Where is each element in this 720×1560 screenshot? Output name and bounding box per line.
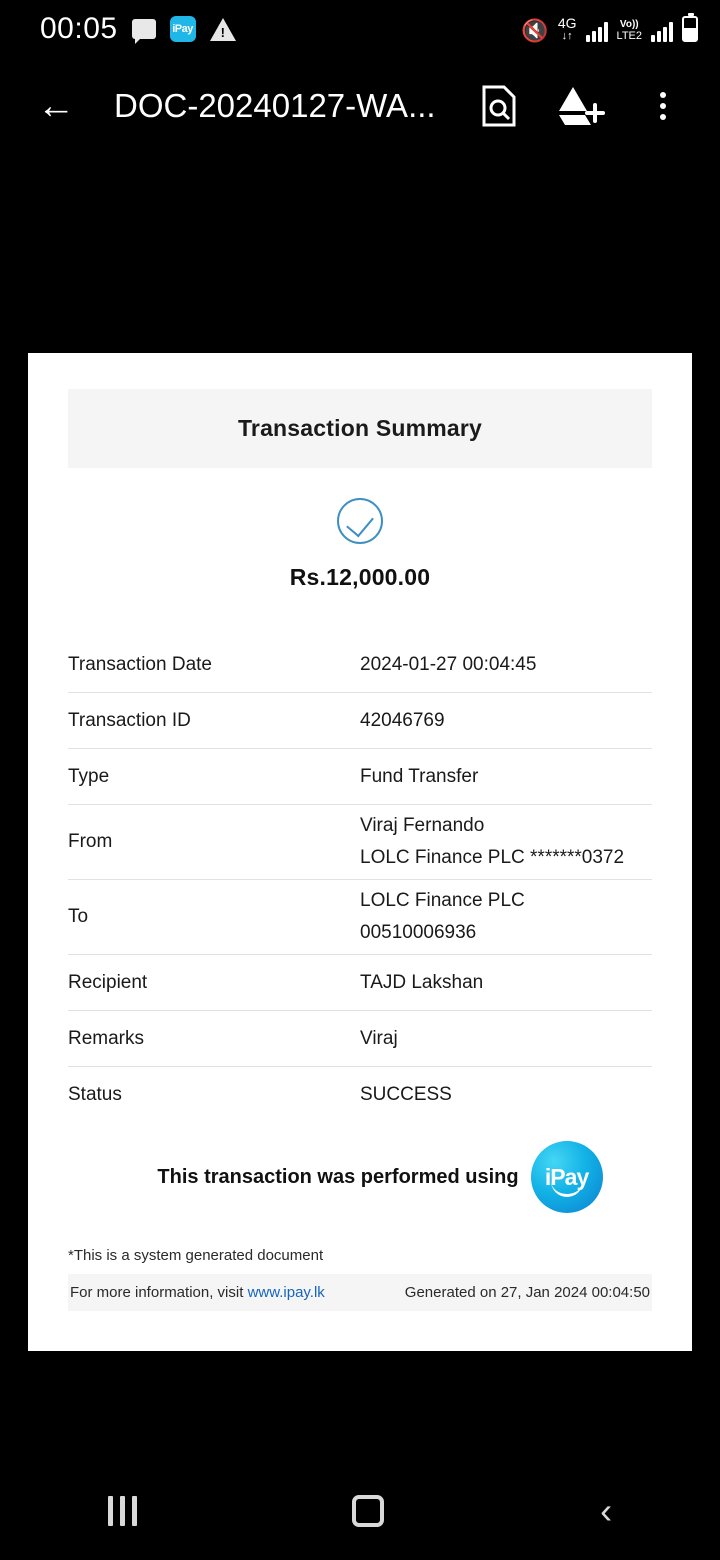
nav-back-icon[interactable]: ‹ [600, 1490, 613, 1531]
row-value-line1: Viraj Fernando [360, 815, 485, 836]
row-label: From [68, 831, 113, 852]
navigation-bar [0, 1462, 720, 1560]
row-label: Type [68, 765, 110, 787]
status-clock: 00:05 [40, 12, 118, 45]
footer-info [70, 1284, 325, 1301]
mute-icon: 🔇 [521, 18, 549, 44]
row-value [360, 815, 652, 869]
row-value [360, 766, 652, 788]
status-badge [360, 1084, 652, 1106]
table-row [68, 955, 652, 1011]
battery-icon [682, 16, 698, 42]
performed-using [68, 1141, 652, 1213]
row-value [360, 890, 652, 944]
footer-prefix: For more information, visit [70, 1284, 244, 1301]
row-value-line2: LOLC Finance PLC *******0372 [360, 847, 625, 868]
back-button[interactable]: ← [37, 85, 75, 127]
ipay-logo-icon: iPay [531, 1141, 603, 1213]
drive-add-icon[interactable] [550, 75, 612, 137]
data-arrows-icon: ↓↑ [561, 29, 573, 42]
row-value-line1: 2024-01-27 00:04:45 [360, 653, 537, 675]
document-footer [68, 1274, 652, 1311]
row-label: Status [68, 1084, 122, 1105]
footer-generated: Generated on 27, Jan 2024 00:04:50 [404, 1284, 650, 1301]
recent-apps-icon[interactable] [108, 1496, 137, 1526]
warning-icon [210, 18, 236, 41]
page-title: DOC-20240127-WA... [114, 87, 436, 124]
ipay-icon: iPay [170, 16, 196, 42]
row-value-line2: 00510006936 [360, 922, 477, 943]
success-check-icon [68, 498, 652, 544]
volte-icon: Vo)) [619, 19, 639, 31]
status-bar-right [521, 16, 698, 42]
ipay-website-link[interactable]: www.ipay.lk [247, 1284, 325, 1301]
table-row [68, 880, 652, 955]
status-bar [0, 0, 720, 58]
performed-text: This transaction was performed using [157, 1165, 519, 1188]
row-label: Transaction Date [68, 653, 212, 675]
chat-icon [132, 19, 156, 39]
table-row [68, 1067, 652, 1123]
row-label: To [68, 906, 89, 927]
row-value [360, 1028, 652, 1050]
app-bar [0, 58, 720, 154]
table-row [68, 693, 652, 749]
row-value-line1: 42046769 [360, 709, 445, 731]
document-viewer[interactable] [0, 154, 720, 1462]
lte-label [617, 20, 642, 42]
document-scan-icon[interactable] [468, 75, 530, 137]
row-value-line1: Viraj [360, 1027, 398, 1049]
lte-text: LTE2 [616, 29, 642, 42]
system-generated-note: *This is a system generated document [68, 1247, 324, 1264]
row-label: Transaction ID [68, 709, 191, 731]
table-row [68, 637, 652, 693]
summary-heading: Transaction Summary [68, 389, 652, 468]
row-label: Recipient [68, 971, 148, 993]
detail-rows [68, 637, 652, 1123]
status-bar-left [40, 12, 236, 46]
more-options-icon[interactable] [632, 75, 694, 137]
row-value [360, 710, 652, 732]
table-row [68, 749, 652, 805]
row-value-line1: TAJD Lakshan [360, 971, 484, 993]
table-row [68, 805, 652, 880]
row-value [360, 972, 652, 994]
signal-bars-icon-2 [651, 20, 673, 42]
row-value [360, 654, 652, 676]
table-row [68, 1011, 652, 1067]
signal-bars-icon-1 [586, 20, 608, 42]
row-value-line1: Fund Transfer [360, 765, 479, 787]
home-icon[interactable] [352, 1495, 384, 1527]
row-value-line1: SUCCESS [360, 1084, 452, 1105]
network-type-text: 4G [557, 14, 577, 31]
row-value-line1: LOLC Finance PLC [360, 890, 525, 911]
document-page [28, 353, 692, 1351]
row-label: Remarks [68, 1027, 145, 1049]
network-type-label [558, 16, 577, 42]
transaction-amount: Rs.12,000.00 [289, 564, 431, 590]
